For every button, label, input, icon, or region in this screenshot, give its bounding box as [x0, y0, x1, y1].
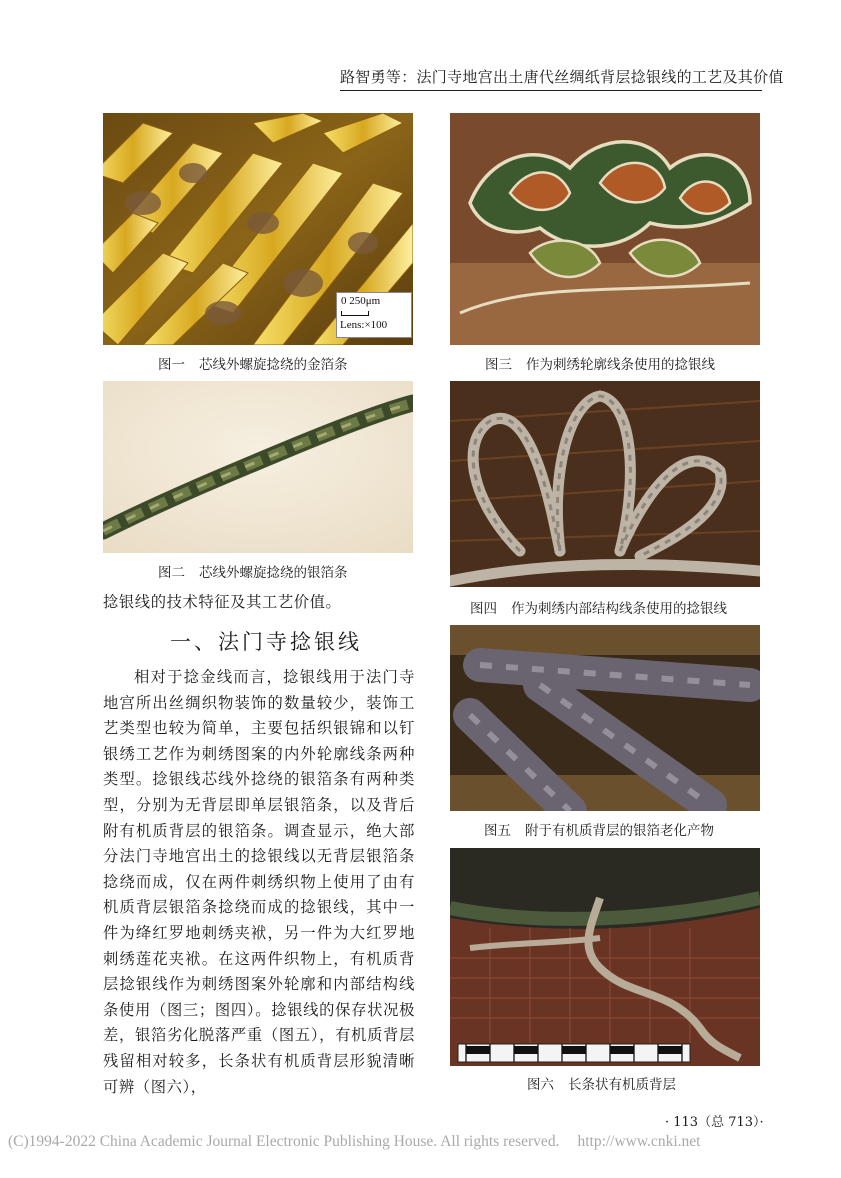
scale-bar [336, 292, 412, 338]
figure-5-number: 图五 [484, 823, 511, 839]
figure-6-image [450, 848, 760, 1066]
figure-2-number: 图二 [158, 565, 185, 581]
figure-6-number: 图六 [527, 1077, 554, 1093]
figure-1-image [103, 113, 413, 345]
body-paragraph: 相对于捻金线而言，捻银线用于法门寺地宫所出丝绸织物装饰的数量较少，装饰工艺类型也较为简单，主要包括织银锦和以钉银绣工艺作为刺绣图案的内外轮廓线条两种类型。捻银线芯线外捻绕的银箔条有两种类型，分别为无背层即单层银箔条，以及背后附有机质背层的银箔条。调查显示，绝大部分法门寺地宫出土的捻银线以无背层银箔条捻绕而成，仅在两件刺绣织物上使用了由有机质背层银箔条捻绕而成的捻银线，其中一件为绛红罗地刺绣夹袱，另一件为大红罗地刺绣莲花夹袱。在这两件织物上，有机质背层捻银线作为刺绣图案外轮廓和内部结构线条使用（图三；图四）。捻银线的保存状况极差，银箔劣化脱落严重（图五），有机质背层残留相对较多，长条状有机质背层形貌清晰可辨（图六）， [103, 668, 415, 1096]
figure-5-image [450, 625, 760, 811]
figure-1-number: 图一 [158, 357, 185, 373]
figure-6-caption-text: 长条状有机质背层 [568, 1077, 676, 1093]
figure-5-caption-text: 附于有机质背层的银箔老化产物 [525, 823, 714, 839]
running-header: 路智勇等：法门寺地宫出土唐代丝绸纸背层捻银线的工艺及其价值 [340, 66, 762, 91]
figure-4-number: 图四 [470, 601, 497, 617]
figure-2-caption [158, 561, 348, 581]
lens-label: Lens:×100 [340, 319, 388, 331]
figure-1-caption-text: 芯线外螺旋捻绕的金箔条 [199, 357, 348, 373]
figure-4-caption-text: 作为刺绣内部结构线条使用的捻银线 [511, 601, 727, 617]
figure-4-caption [470, 597, 727, 617]
figure-3-image [450, 113, 760, 345]
section-title: 一、法门寺捻银线 [170, 630, 362, 654]
scale-bar-mark [341, 311, 369, 316]
figure-2-image [103, 381, 413, 553]
figure-4-image [450, 381, 760, 587]
figure-3-number: 图三 [485, 357, 512, 373]
figure-5-caption [484, 819, 714, 839]
copyright-text: (C)1994-2022 China Academic Journal Electronic Publishing House. All rights reserved. [8, 1133, 560, 1150]
figure-2-caption-text: 芯线外螺旋捻绕的银箔条 [199, 565, 348, 581]
figure-6-caption [527, 1073, 676, 1093]
watermark-url: http://www.cnki.net [577, 1133, 701, 1150]
intro-line: 捻银线的技术特征及其工艺价值。 [103, 593, 342, 611]
copyright-watermark [8, 1133, 700, 1151]
figure-1-caption [158, 353, 348, 373]
page-number: · 113（总 713）· [665, 1115, 764, 1130]
figure-3-caption-text: 作为刺绣轮廓线条使用的捻银线 [526, 357, 715, 373]
figure-3-caption [485, 353, 715, 373]
scale-label: 0 250μm [341, 295, 381, 307]
